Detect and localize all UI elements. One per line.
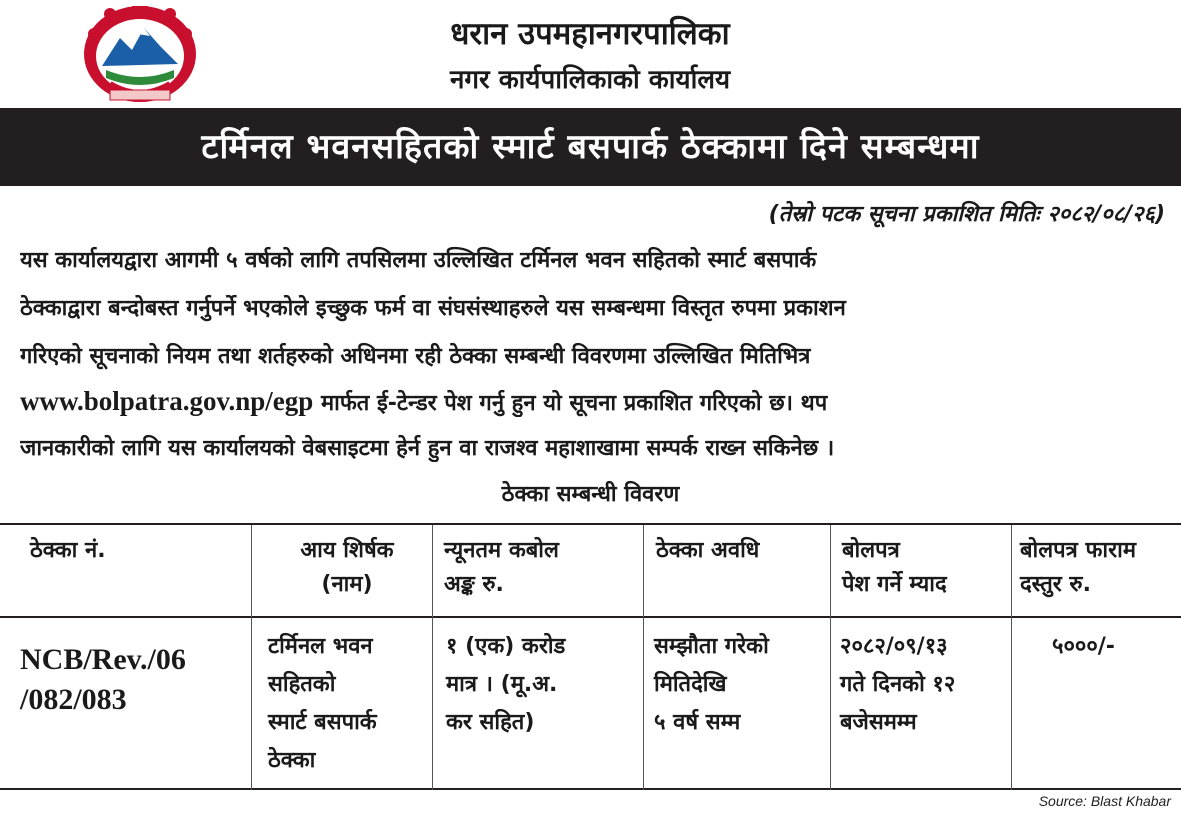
- paragraph-line: जानकारीको लागि यस कार्यालयको वेबसाइटमा हेर्न हुन वा राजश्व महाशाखामा सम्पर्क राख्न सकिनेछ ।: [20, 436, 835, 461]
- header-text: बोलपत्र फाराम: [1020, 538, 1136, 563]
- notice-header: [0, 0, 1181, 108]
- table-header: [1020, 534, 1136, 602]
- table-divider: [643, 525, 644, 790]
- cell-text: गते दिनको १२: [840, 672, 956, 697]
- cell-text: १ (एक) करोड: [446, 634, 566, 659]
- paragraph-line: ठेक्काद्वारा बन्दोबस्त गर्नुपर्ने भएकोले इच्छुक फर्म वा संघसंस्थाहरुले यस सम्बन्धमा विस्तृत रुपमा प्रकाशन: [20, 296, 846, 321]
- cell-text: /082/083: [20, 683, 127, 716]
- table-border: [0, 788, 1181, 790]
- table-cell-min-bid: [446, 628, 565, 742]
- table-divider: [432, 525, 433, 790]
- office-name: नगर कार्यपालिकाको कार्यालय: [449, 65, 731, 95]
- paragraph-line: यस कार्यालयद्वारा आगमी ५ वर्षको लागि तपसिलमा उल्लिखित टर्मिनल भवन सहितको स्मार्ट बसपार्क: [20, 248, 817, 273]
- table-header: [842, 534, 947, 602]
- nepal-emblem-icon: [80, 4, 200, 106]
- table-border: [0, 616, 1181, 618]
- table-cell-duration: [654, 628, 769, 742]
- table-divider: [251, 525, 252, 790]
- notice-title: टर्मिनल भवनसहितको स्मार्ट बसपार्क ठेक्कामा दिने सम्बन्धमा: [201, 127, 980, 167]
- header-text: न्यूनतम कबोल: [444, 538, 559, 563]
- cell-text: २०८२/०९/१३: [840, 634, 948, 659]
- cell-text: NCB/Rev./06: [20, 643, 186, 676]
- paragraph-text: मार्फत ई-टेन्डर पेश गर्नु हुन यो सूचना प्रकाशित गरिएको छ। थप: [313, 391, 828, 416]
- publication-note: (तेस्रो पटक सूचना प्रकाशित मितिः २०८२/०८/२६): [768, 202, 1165, 227]
- cell-text: ५०००/-: [1052, 634, 1115, 659]
- table-header: [656, 534, 759, 568]
- source-credit: Source: Blast Khabar: [1038, 793, 1171, 809]
- header-text: पेश गर्ने म्याद: [842, 572, 947, 597]
- cell-text: स्मार्ट बसपार्क: [268, 710, 377, 735]
- table-header: [444, 534, 559, 602]
- cell-text: टर्मिनल भवन: [268, 634, 373, 659]
- cell-text: मात्र । (मू.अ.: [446, 672, 558, 697]
- section-title: ठेक्का सम्बन्धी विवरण: [501, 482, 680, 507]
- header-text: ठेक्का अवधि: [656, 538, 760, 563]
- header-text: दस्तुर रु.: [1020, 572, 1091, 597]
- table-header: [30, 534, 106, 568]
- cell-text: मितिदेखि: [654, 672, 727, 697]
- cell-text: बजेसमम्म: [840, 710, 917, 735]
- table-divider: [1011, 525, 1012, 790]
- header-text: (नाम): [321, 572, 373, 597]
- paragraph-line: [20, 386, 1162, 417]
- cell-text: सम्झौता गरेको: [654, 634, 769, 659]
- header-text: बोलपत्र: [842, 538, 900, 563]
- table-header: [262, 534, 432, 602]
- cell-text: सहितको: [268, 672, 336, 697]
- egp-url: www.bolpatra.gov.np/egp: [20, 386, 314, 416]
- header-text: अङ्क रु.: [444, 572, 504, 597]
- paragraph-line: गरिएको सूचनाको नियम तथा शर्तहरुको अधिनमा रही ठेक्का सम्बन्धी विवरणमा उल्लिखित मितिभित्र: [20, 344, 811, 369]
- cell-text: ५ वर्ष सम्म: [654, 710, 741, 735]
- header-text: आय शिर्षक: [300, 538, 394, 563]
- table-cell-deadline: [840, 628, 955, 742]
- table-cell-contract-no: [20, 640, 186, 720]
- header-text: ठेक्का नं.: [30, 538, 106, 563]
- cell-text: कर सहित): [446, 710, 535, 735]
- org-name: धरान उपमहानगरपालिका: [450, 16, 730, 52]
- table-border: [0, 523, 1181, 525]
- notice-banner: [0, 108, 1181, 186]
- table-cell-form-fee: [1052, 628, 1115, 666]
- table-divider: [830, 525, 831, 790]
- table-cell-title: [268, 628, 377, 780]
- cell-text: ठेक्का: [268, 748, 316, 773]
